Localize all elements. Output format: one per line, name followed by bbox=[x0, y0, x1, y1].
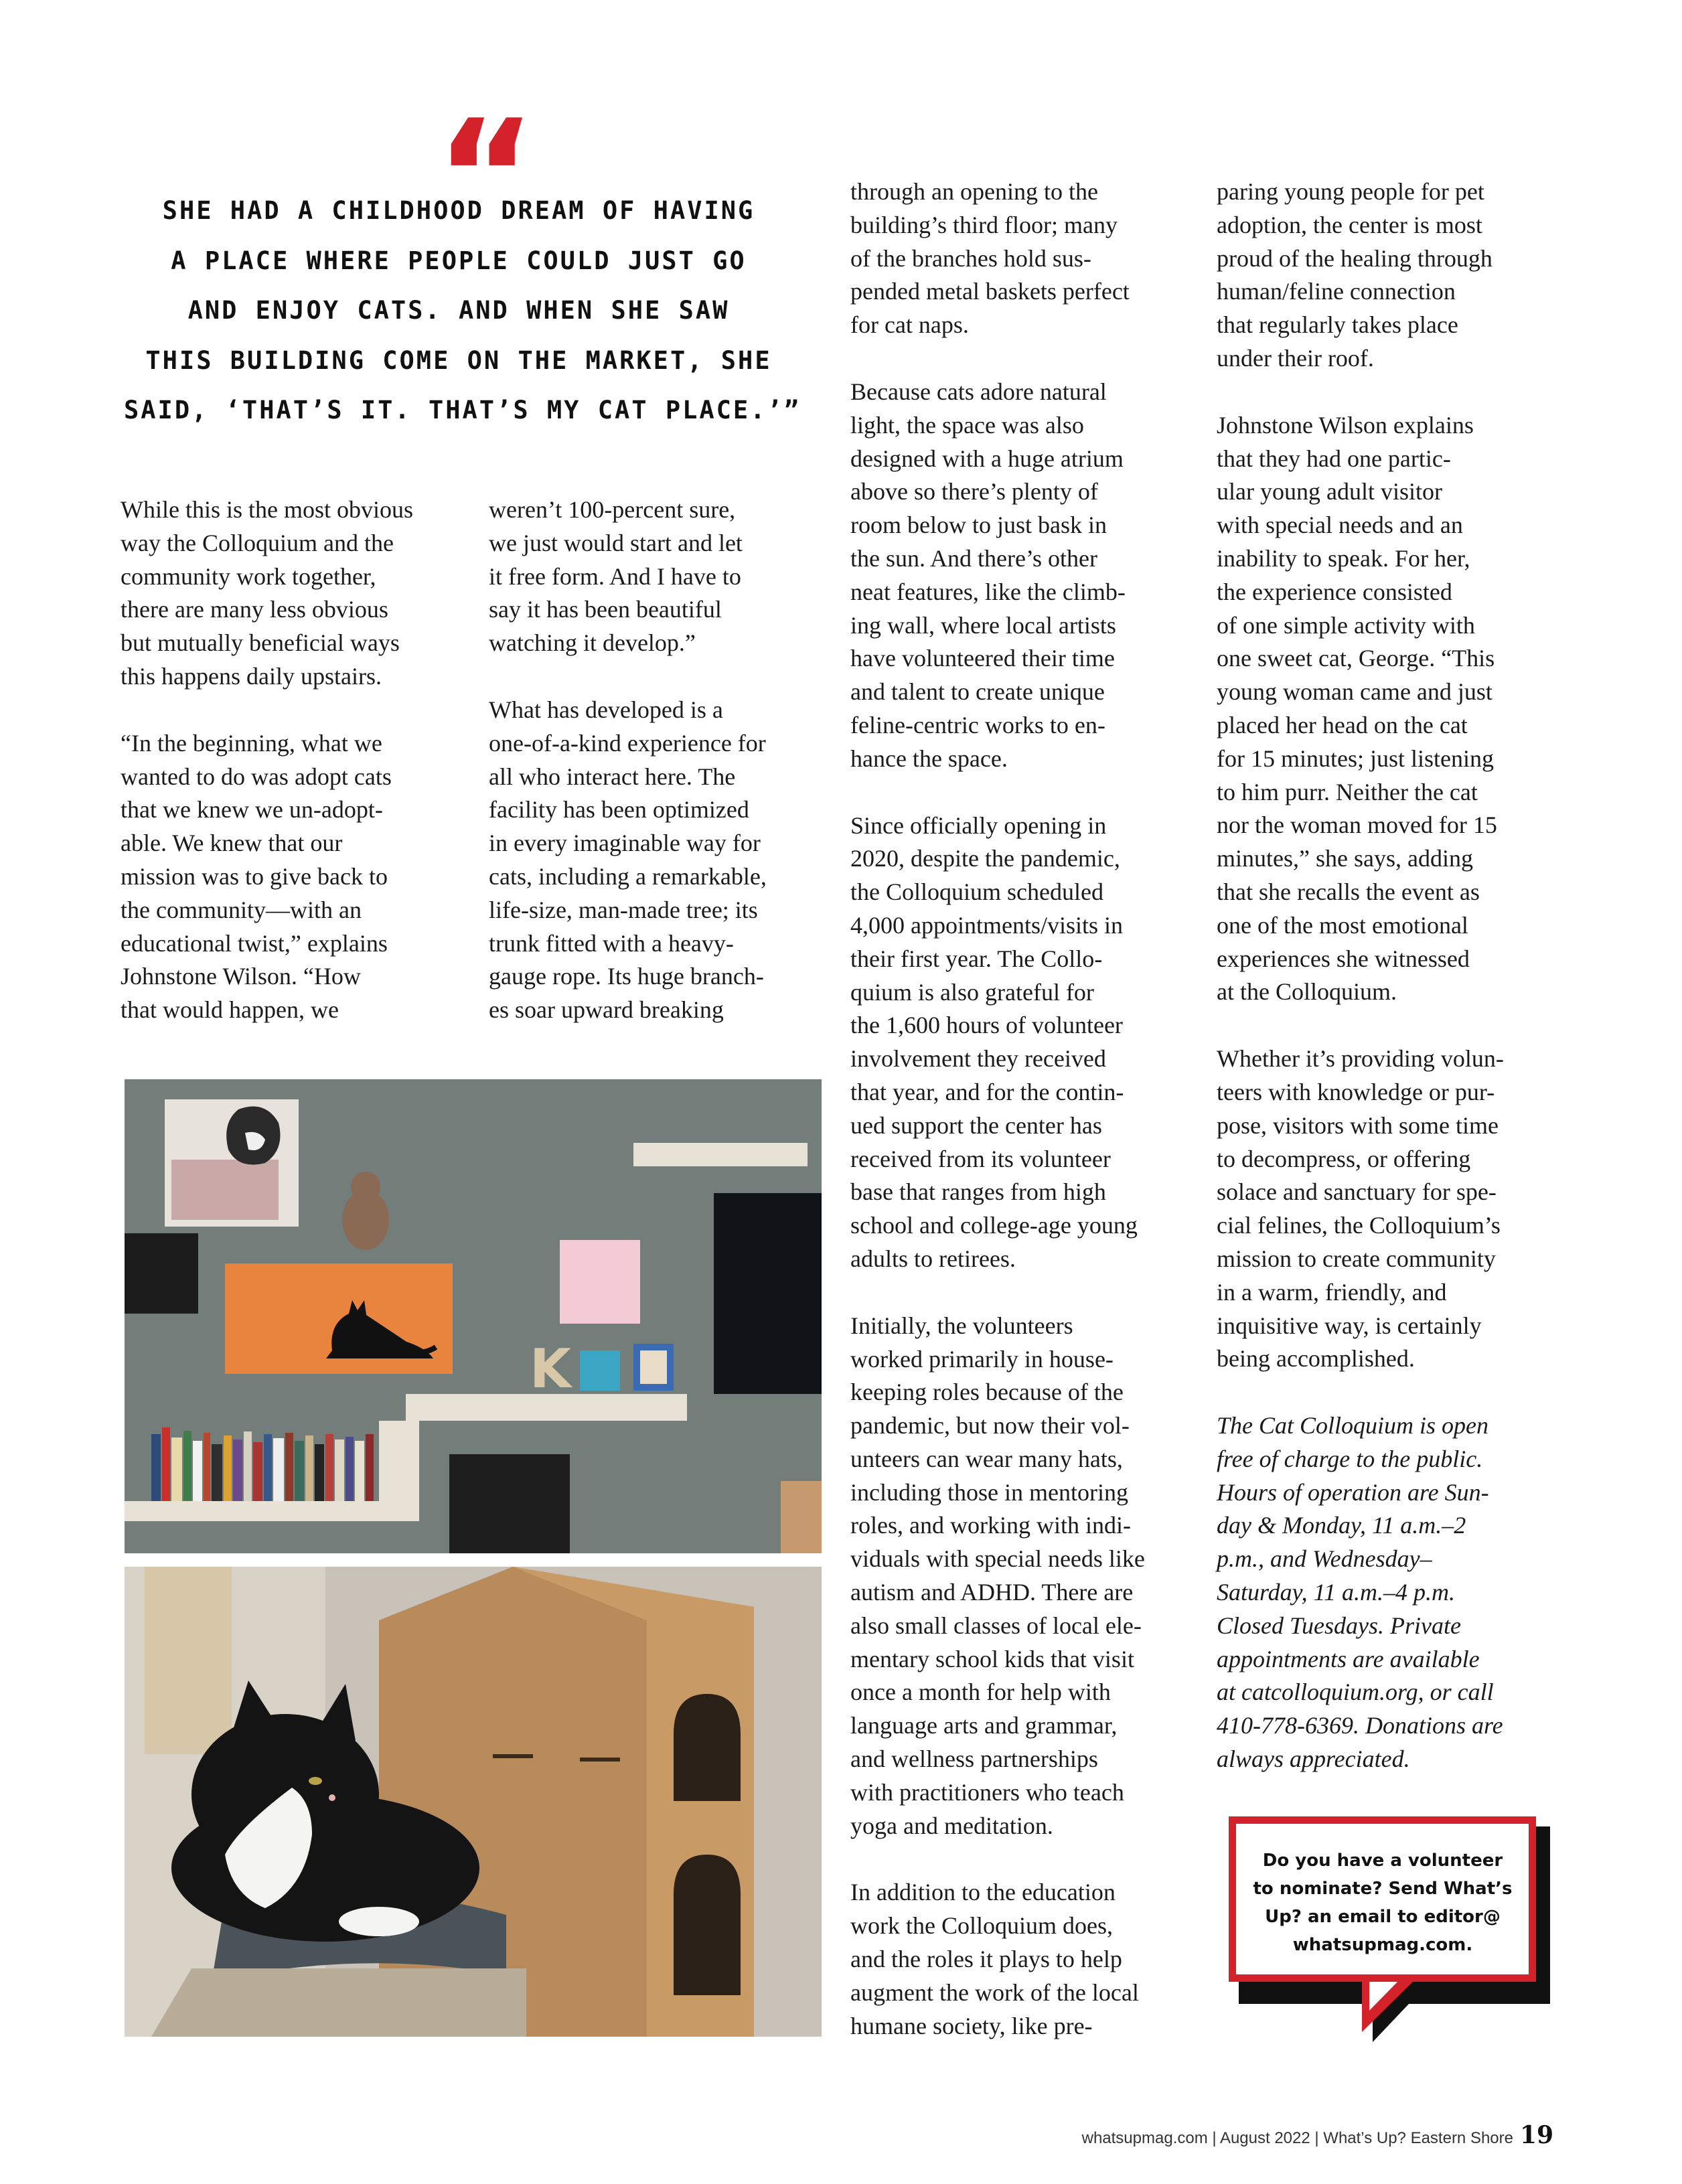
pull-quote-line: SHE HAD A CHILDHOOD DREAM OF HAVING bbox=[162, 196, 755, 225]
tuxedo-cat-illustration bbox=[125, 1567, 822, 2037]
page-number: 19 bbox=[1520, 2121, 1554, 2149]
paragraph: through an opening to the building’s third floor; many of the branches hold sus- pended metal baskets perfect for cat naps. bbox=[850, 178, 1130, 339]
article-column-2 bbox=[489, 493, 837, 1061]
cat-wall-illustration bbox=[125, 1079, 822, 1553]
paragraph: Johnstone Wilson explains that they had one partic- ular young adult visitor with special needs and an inability to speak. For her, the experience consisted of one simple activity with one sweet cat, George. “This young woman came and just placed her head on the cat for 15 minutes; just listening to him purr. Neither the cat nor the woman moved for 15 minutes,” she says, adding that she recalls the event as one of the most emotional experiences she witnessed at the Colloquium. bbox=[1217, 411, 1497, 1006]
paragraph: Whether it’s providing volun- teers with knowledge or pur- pose, visitors with some time to decompress, or offering solace and sanctuary for spe- cial felines, the Colloquium’s mission to create community in a warm, friendly, and inquisitive way, is certainly being accomplished. bbox=[1217, 1045, 1504, 1373]
paragraph: weren’t 100-percent sure, we just would start and let it free form. And I have to say it has been beautiful watching it develop.” bbox=[489, 496, 743, 657]
paragraph: Since officially opening in 2020, despite the pandemic, the Colloquium scheduled 4,000 appointments/visits in their first year. The Collo- quium is also grateful for the 1,600 hours of volunteer involvement they received that year, and for the contin- ued support the center has received from its volunteer base that ranges from high school and college-age young adults to retirees. bbox=[850, 811, 1138, 1272]
pull-quote bbox=[124, 186, 801, 436]
pull-quote-line: AND ENJOY CATS. AND WHEN SHE SAW bbox=[187, 296, 730, 325]
pull-quote-line: THIS BUILDING COME ON THE MARKET, SHE bbox=[145, 345, 772, 375]
paragraph: Initially, the volunteers worked primarily in house- keeping roles because of the pandemic, but now their vol- unteers can wear many hats, including those in mentoring roles, and working with indi- viduals with special needs like autism and ADHD. There are also small classes of local ele- mentary school kids that visit once a month for help with language arts and grammar, and wellness partnerships with practitioners who teach yoga and meditation. bbox=[850, 1312, 1145, 1839]
paragraph: In addition to the education work the Colloquium does, and the roles it plays to help augment the work of the local humane society, like pre- bbox=[850, 1879, 1139, 2039]
paragraph: Because cats adore natural light, the space was also designed with a huge atrium above so there’s plenty of room below to just bask in the sun. And there’s other neat features, like the climb- ing wall, where local artists have volunteered their time and talent to create unique feline-centric works to en- hance the space. bbox=[850, 378, 1126, 772]
paragraph: “In the beginning, what we wanted to do was adopt cats that we knew we un-adopt- able. We knew that our mission was to give back to the community—with an educational twist,” explains Johnstone Wilson. “How that would happen, we bbox=[121, 729, 392, 1024]
pull-quote-line: SAID, ‘THAT’S IT. THAT’S MY CAT PLACE.’” bbox=[124, 396, 801, 424]
article-column-1 bbox=[121, 493, 475, 1061]
footer-text: whatsupmag.com | August 2022 | What’s Up? Eastern Shore bbox=[1081, 2129, 1513, 2147]
block-letter: K bbox=[530, 1338, 571, 1400]
paragraph: paring young people for pet adoption, the center is most proud of the healing through human/feline connection that regularly takes place under their roof. bbox=[1217, 178, 1493, 372]
quote-mark: “ bbox=[435, 88, 537, 266]
paragraph: What has developed is a one-of-a-kind experience for all who interact here. The facility has been optimized in every imaginable way for cats, including a remarkable, life-size, man-made tree; its trunk fitted with a heavy- gauge rope. Its huge branch- es soar upward breaking bbox=[489, 696, 767, 1024]
speech-tail-icon bbox=[1359, 1978, 1440, 2045]
callout-text: Do you have a volunteer to nominate? Send What’s Up? an email to editor@ whatsupmag.com. bbox=[1253, 1851, 1513, 1955]
cat-wall-photo bbox=[125, 1079, 822, 1553]
pull-quote-line: A PLACE WHERE PEOPLE COULD JUST GO bbox=[171, 246, 747, 275]
tuxedo-cat-photo bbox=[125, 1567, 822, 2037]
paragraph: While this is the most obvious way the Colloquium and the community work together, there are many less obvious but mutually beneficial ways this happens daily upstairs. bbox=[121, 496, 413, 690]
article-column-4 bbox=[1217, 175, 1572, 1810]
article-column-3 bbox=[850, 175, 1205, 2076]
visitor-info-paragraph: The Cat Colloquium is open free of charge to the public. Hours of operation are Sun- day & Monday, 11 a.m.–2 p.m., and Wednesday– Saturday, 11 a.m.–4 p.m. Closed Tuesdays. Private appointments are available at catcolloquium.org, or call 410-778-6369. Donations are always appreciated. bbox=[1217, 1412, 1503, 1773]
